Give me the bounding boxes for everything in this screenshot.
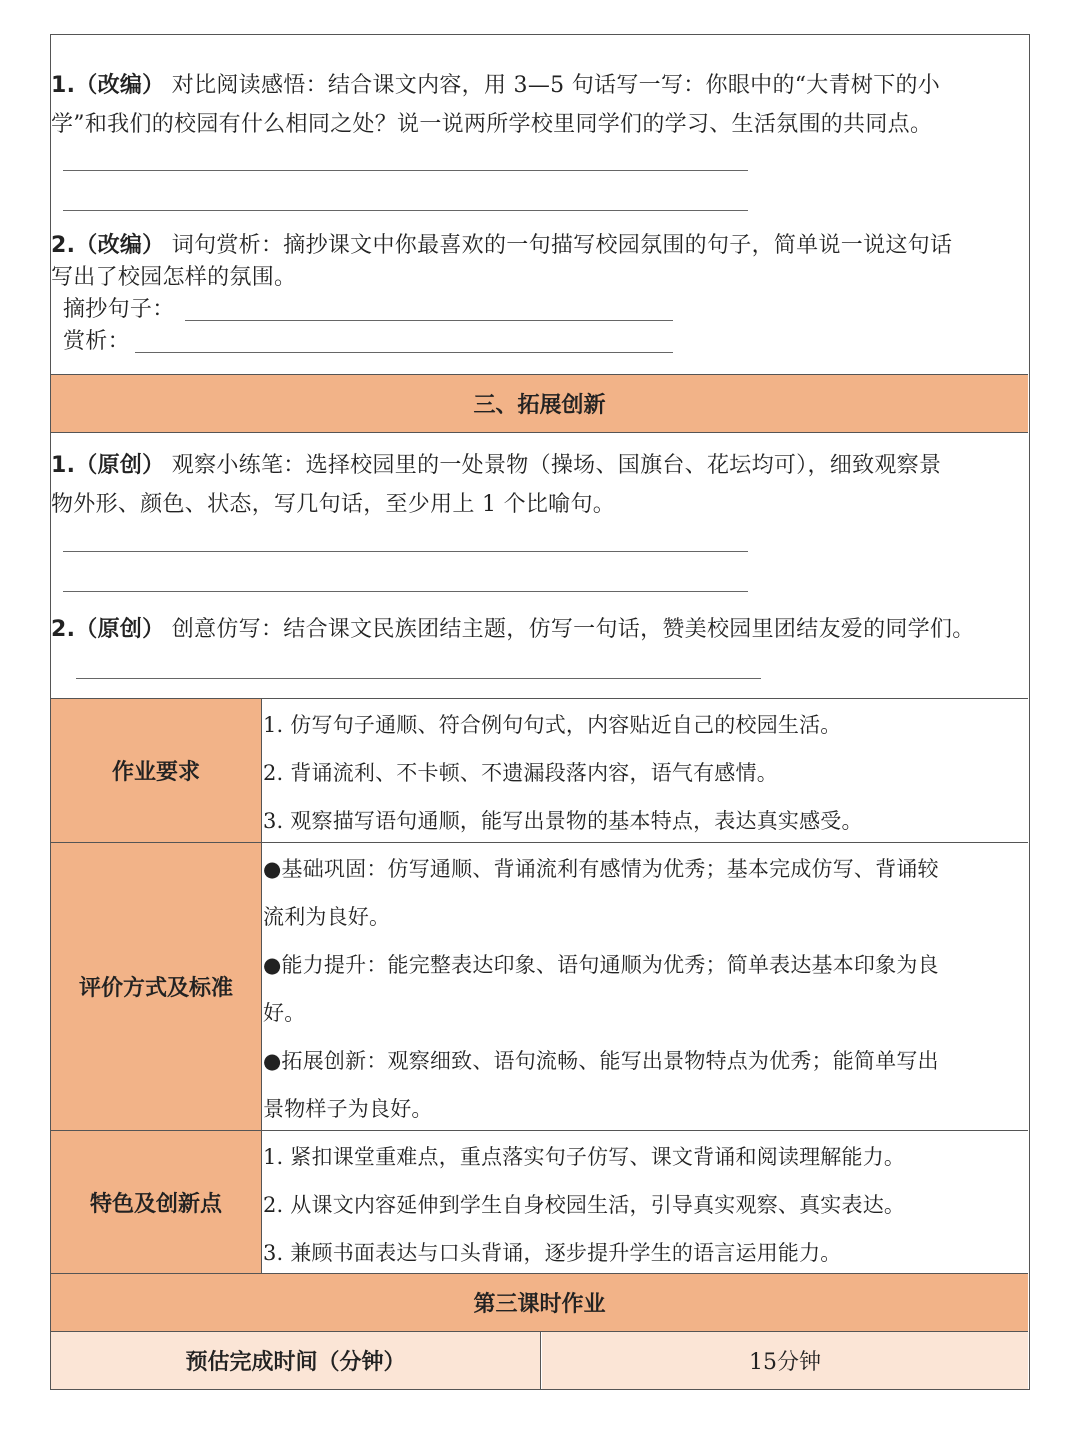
answer-line[interactable] [63, 170, 748, 171]
time-value: 15分钟 [542, 1332, 1028, 1389]
evaluation-line: ●能力提升：能完整表达印象、语句通顺为优秀；简单表达基本印象为良 [263, 953, 939, 977]
requirement-item: 3. 观察描写语句通顺，能写出景物的基本特点，表达真实感受。 [263, 809, 863, 833]
evaluation-line: 景物样子为良好。 [263, 1097, 433, 1121]
evaluation-label: 评价方式及标准 [51, 843, 261, 1130]
section-header: 三、拓展创新 [51, 375, 1028, 432]
row-divider [51, 432, 1028, 433]
lesson3-header: 第三课时作业 [51, 1274, 1028, 1331]
evaluation-line: ●基础巩固：仿写通顺、背诵流利有感情为优秀；基本完成仿写、背诵较 [263, 857, 939, 881]
question-text: 词句赏析：摘抄课文中你最喜欢的一句描写校园氛围的句子，简单说一说这句话 [171, 233, 953, 258]
answer-line[interactable] [63, 210, 748, 211]
question-text-cont: 学”和我们的校园有什么相同之处？说一说两所学校里同学们的学习、生活氛围的共同点。 [51, 112, 933, 137]
copy-sentence-line[interactable] [185, 320, 673, 321]
answer-line[interactable] [76, 678, 761, 679]
requirement-item: 2. 背诵流利、不卡顿、不遗漏段落内容，语气有感情。 [263, 761, 778, 785]
analysis-label: 赏析： [63, 329, 130, 354]
feature-item: 1. 紧扣课堂重难点，重点落实句子仿写、课文背诵和阅读理解能力。 [263, 1145, 906, 1169]
question-tag: 1.（改编） [51, 73, 165, 98]
homework-table [50, 34, 1030, 1390]
question-text: 观察小练笔：选择校园里的一处景物（操场、国旗台、花坛均可），细致观察景 [171, 453, 942, 478]
question-s3-1 [51, 451, 941, 481]
question-text-cont: 写出了校园怎样的氛围。 [51, 265, 297, 290]
feature-item: 3. 兼顾书面表达与口头背诵，逐步提升学生的语言运用能力。 [263, 1241, 842, 1265]
feature-item: 2. 从课文内容延伸到学生自身校园生活，引导真实观察、真实表达。 [263, 1193, 906, 1217]
evaluation-line: 流利为良好。 [263, 905, 391, 929]
answer-line[interactable] [63, 551, 748, 552]
time-label: 预估完成时间（分钟） [51, 1332, 540, 1389]
question-text: 创意仿写：结合课文民族团结主题，仿写一句话，赞美校园里团结友爱的同学们。 [171, 617, 975, 642]
requirement-item: 1. 仿写句子通顺、符合例句句式，内容贴近自己的校园生活。 [263, 713, 842, 737]
question-text-cont: 物外形、颜色、状态，写几句话，至少用上 1 个比喻句。 [51, 492, 616, 517]
question-s3-2 [51, 615, 975, 645]
copy-sentence-label: 摘抄句子： [63, 297, 175, 322]
question-tag: 1.（原创） [51, 453, 165, 478]
question-text: 对比阅读感悟：结合课文内容，用 3—5 句话写一写：你眼中的“大青树下的小 [171, 73, 941, 98]
evaluation-line: ●拓展创新：观察细致、语句流畅、能写出景物特点为优秀；能简单写出 [263, 1049, 939, 1073]
evaluation-line: 好。 [263, 1001, 306, 1025]
answer-line[interactable] [63, 591, 748, 592]
question-s2-1 [51, 71, 940, 101]
requirements-label: 作业要求 [51, 699, 261, 842]
column-divider [261, 699, 262, 1273]
column-divider [540, 1332, 541, 1389]
analysis-line[interactable] [135, 352, 673, 353]
features-label: 特色及创新点 [51, 1131, 261, 1273]
question-tag: 2.（改编） [51, 233, 165, 258]
question-s2-2 [51, 231, 952, 261]
question-tag: 2.（原创） [51, 617, 165, 642]
